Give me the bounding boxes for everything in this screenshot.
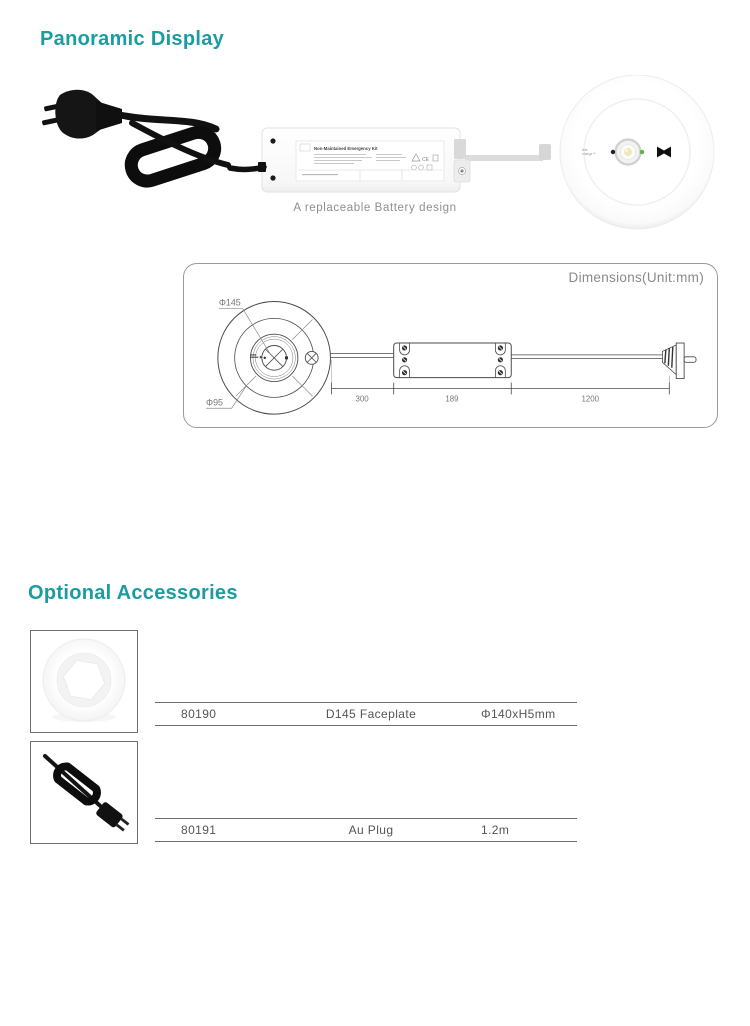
screw <box>270 138 275 143</box>
accessory-name: D145 Faceplate <box>325 707 417 721</box>
battery-label-title: Non-Maintained Emergency Kit <box>314 146 378 151</box>
accessories-title: Optional Accessories <box>28 582 238 604</box>
dim-seg1: 300 <box>355 394 369 404</box>
battery-label <box>296 141 444 181</box>
svg-text:CE: CE <box>422 157 429 163</box>
accessory-code: 80190 <box>181 707 217 721</box>
dim-seg3: 1200 <box>581 394 600 404</box>
au-plug-image <box>31 742 137 843</box>
dimensions-panel <box>183 263 718 428</box>
light-brand-text: test <box>582 147 588 152</box>
emergency-light-photo <box>560 75 714 229</box>
battery-box-photo <box>262 128 470 192</box>
status-led-green <box>640 150 645 155</box>
driver-box-drawing <box>394 343 512 378</box>
au-plug-photo <box>42 90 122 139</box>
mains-cable-drawing <box>511 355 662 358</box>
accessory-size: 1.2m <box>481 823 510 837</box>
screw <box>270 175 275 180</box>
accessory-row-faceplate <box>155 702 577 726</box>
lamp-symbol <box>305 351 318 364</box>
cable-coil-photo <box>120 115 266 185</box>
output-connector <box>454 139 466 159</box>
light-brand-text2: charge™ <box>582 151 596 156</box>
dimensions-drawing <box>184 264 717 427</box>
accessory-name: Au Plug <box>348 823 394 837</box>
dim-label-outer: Φ145 <box>218 297 241 308</box>
accessory-row-plug <box>155 818 577 842</box>
page-title: Panoramic Display <box>40 28 225 50</box>
dim-seg2: 189 <box>445 394 459 404</box>
accessory-size: Φ140xH5mm <box>481 707 556 721</box>
photo-caption: A replaceable Battery design <box>293 202 457 214</box>
accessory-code: 80191 <box>181 823 217 837</box>
input-cable-drawing <box>330 353 393 357</box>
plug-image-box <box>30 741 138 844</box>
dimensions-title: Dimensions(Unit:mm) <box>568 270 704 285</box>
faceplate-image <box>31 631 137 732</box>
light-connector <box>539 144 551 160</box>
test-charge-mark <box>250 354 262 358</box>
test-button <box>611 150 615 154</box>
faceplate-image-box <box>30 630 138 733</box>
dim-label-inner: Φ95 <box>206 397 223 408</box>
light-front-view <box>218 302 331 415</box>
plug-drawing <box>662 343 696 379</box>
